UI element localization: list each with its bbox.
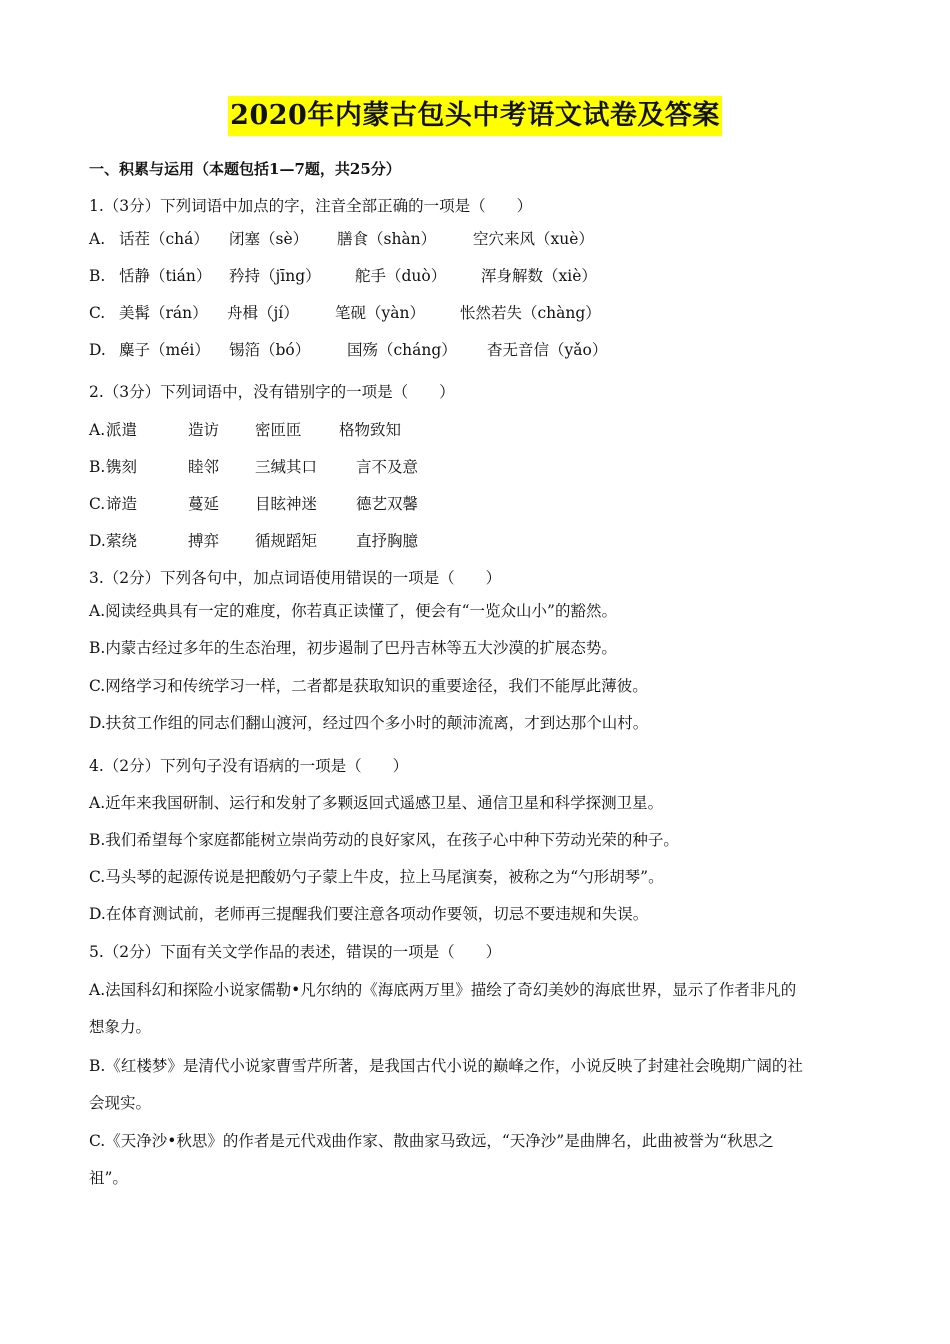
question-4-option-c: C.马头琴的起源传说是把酸奶勺子蒙上牛皮，拉上马尾演奏，被称之为“勺形胡琴”。 — [89, 868, 664, 886]
question-5-option-a-line2: 想象力。 — [89, 1018, 152, 1036]
question-1-option-b — [89, 265, 597, 287]
option-word: 舵手（duò） — [355, 267, 447, 285]
question-5-option-a-line1: A.法国科幻和探险小说家儒勒•凡尔纳的《海底两万里》描绘了奇幻美妙的海底世界，显示了作者非凡的 — [89, 981, 797, 999]
option-word: 矜持（jīng） — [229, 267, 321, 285]
option-word: 格物致知 — [339, 421, 402, 439]
question-4-option-b: B.我们希望每个家庭都能树立崇尚劳动的良好家风，在孩子心中种下劳动光荣的种子。 — [89, 831, 679, 849]
option-word: 谛造 — [106, 495, 138, 513]
page-title: 2020年内蒙古包头中考语文试卷及答案 — [228, 96, 722, 136]
section-heading: 一、积累与运用（本题包括1—7题，共25分） — [89, 160, 401, 178]
option-word: 镌刻 — [106, 458, 138, 476]
option-word: 萦绕 — [106, 532, 138, 550]
question-3-option-a: A.阅读经典具有一定的难度，你若真正读懂了，便会有“一览众山小”的豁然。 — [89, 602, 617, 620]
option-word: 睦邻 — [188, 458, 220, 476]
option-word: 怅然若失（chàng） — [460, 304, 601, 322]
question-4-stem: 4.（2分）下列句子没有语病的一项是（ ） — [89, 757, 409, 775]
option-word: 笔砚（yàn） — [335, 304, 425, 322]
option-word: 恬静（tián） — [119, 267, 212, 285]
option-word: 国殇（cháng） — [347, 341, 457, 359]
option-label: D. — [89, 341, 106, 359]
option-word: 搏弈 — [188, 532, 220, 550]
option-word: 舟楫（jí） — [227, 304, 299, 322]
option-word: 德艺双馨 — [356, 495, 419, 513]
question-3-option-d: D.扶贫工作组的同志们翻山渡河，经过四个多小时的颠沛流离，才到达那个山村。 — [89, 714, 649, 732]
option-word: 闭塞（sè） — [229, 230, 309, 248]
option-word: 密匝匝 — [255, 421, 302, 439]
question-5-option-b-line2: 会现实。 — [89, 1094, 152, 1112]
question-5-option-c-line2: 祖”。 — [89, 1169, 128, 1187]
option-word: 美髯（rán） — [119, 304, 208, 322]
question-5-option-c-line1: C.《天净沙•秋思》的作者是元代戏曲作家、散曲家马致远，“天净沙”是曲牌名，此曲被誉为“秋思之 — [89, 1132, 774, 1150]
option-word: 话茬（chá） — [119, 230, 209, 248]
question-1-option-c — [89, 302, 601, 324]
option-word: 蔓延 — [188, 495, 220, 513]
question-3-stem: 3.（2分）下列各句中，加点词语使用错误的一项是（ ） — [89, 569, 502, 587]
option-word: 直抒胸臆 — [356, 532, 419, 550]
option-word: 空穴来风（xuè） — [473, 230, 594, 248]
question-2-option-c: C.谛造 蔓延 目眩神迷 德艺双馨 — [89, 495, 419, 513]
option-word: 造访 — [188, 421, 220, 439]
question-4-option-a: A.近年来我国研制、运行和发射了多颗返回式遥感卫星、通信卫星和科学探测卫星。 — [89, 794, 664, 812]
question-1-option-d — [89, 339, 607, 361]
question-4-option-d: D.在体育测试前，老师再三提醒我们要注意各项动作要领，切忌不要违规和失误。 — [89, 905, 649, 923]
question-1-stem: 1.（3分）下列词语中加点的字，注音全部正确的一项是（ ） — [89, 197, 533, 215]
option-label: A. — [89, 230, 106, 248]
option-word: 锡箔（bó） — [229, 341, 311, 359]
option-word: 浑身解数（xiè） — [481, 267, 597, 285]
question-3-option-c: C.网络学习和传统学习一样，二者都是获取知识的重要途径，我们不能厚此薄彼。 — [89, 677, 648, 695]
option-word: 膳食（shàn） — [337, 230, 437, 248]
option-word: 言不及意 — [356, 458, 419, 476]
option-word: 派遣 — [106, 421, 138, 439]
question-1-option-a — [89, 228, 594, 250]
question-5-stem: 5.（2分）下面有关文学作品的表述，错误的一项是（ ） — [89, 943, 502, 961]
title-wrap — [0, 96, 950, 136]
option-label: B. — [89, 267, 106, 285]
option-word: 杳无音信（yǎo） — [487, 341, 608, 359]
option-word: 麋子（méi） — [119, 341, 210, 359]
question-2-option-b: B.镌刻 睦邻 三缄其口 言不及意 — [89, 458, 419, 476]
option-word: 三缄其口 — [255, 458, 318, 476]
question-2-option-a: A.派遣 造访 密匝匝 格物致知 — [89, 421, 402, 439]
option-label: C. — [89, 304, 106, 322]
question-5-option-b-line1: B.《红楼梦》是清代小说家曹雪芹所著，是我国古代小说的巅峰之作，小说反映了封建社会晚期广阔的社 — [89, 1057, 803, 1075]
question-3-option-b: B.内蒙古经过多年的生态治理，初步遏制了巴丹吉林等五大沙漠的扩展态势。 — [89, 639, 617, 657]
question-2-stem: 2.（3分）下列词语中，没有错别字的一项是（ ） — [89, 383, 455, 401]
question-2-option-d: D.萦绕 搏弈 循规蹈矩 直抒胸臆 — [89, 532, 419, 550]
option-word: 循规蹈矩 — [255, 532, 318, 550]
option-word: 目眩神迷 — [255, 495, 318, 513]
